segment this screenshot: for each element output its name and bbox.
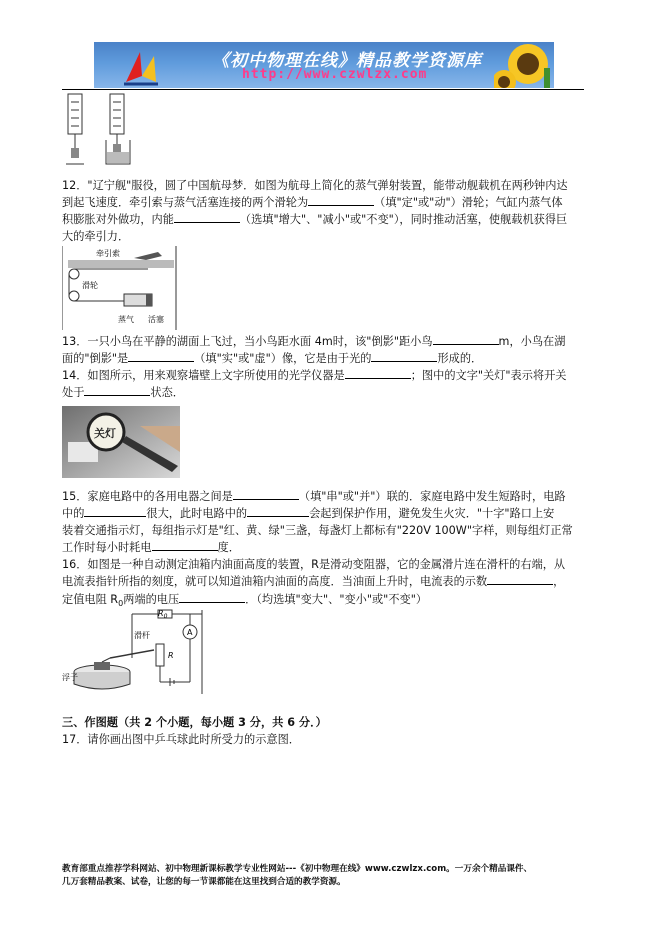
footer-line1: 教育部重点推荐学科网站、初中物理新课标教学专业性网站---《初中物理在线》www.czwlzx.com。一万余个精品课件、 <box>62 864 533 874</box>
answer-blank[interactable] <box>128 350 194 362</box>
q13-text: m，小鸟在湖 <box>498 335 566 348</box>
magnifier-photo <box>62 406 180 478</box>
answer-blank[interactable] <box>179 591 245 603</box>
label-pulley: 滑轮 <box>82 281 98 290</box>
answer-blank[interactable] <box>371 350 437 362</box>
header-banner <box>94 42 554 88</box>
q16-text: 电流表指针所指的刻度，就可以知道油箱内油面的高度．当油面上升时，电流表的示数 <box>62 575 488 588</box>
footer-line2: 几万套精品教案、试卷，让您的每一节课都能在这里找到合适的教学资源。 <box>62 877 346 887</box>
q12-line3 <box>62 211 584 228</box>
spring-scale-figure <box>62 92 142 168</box>
q13-text: 面的"倒影"是 <box>62 352 129 365</box>
q15-text: 工作时每小时耗电 <box>62 541 152 554</box>
label-lights-off: 关灯 <box>94 427 116 440</box>
q12-text: （填"定"或"动"）滑轮；气缸内蒸气体 <box>374 196 563 209</box>
section-title: 三、作图题（共 2 个小题，每小题 3 分，共 6 分．） <box>62 716 327 729</box>
answer-blank[interactable] <box>84 505 146 517</box>
ammeter-label: A <box>187 628 193 637</box>
q17-line1: 17．请你画出图中乒乓球此时所受力的示意图． <box>62 733 300 746</box>
q15-text: 15．家庭电路中的各用电器之间是 <box>62 490 233 503</box>
label-r0: $R_0$ <box>158 609 168 620</box>
steam-catapult-figure <box>62 246 180 330</box>
q14-text: 14．如图所示，用来观察墙壁上文字所使用的光学仪器是 <box>62 369 345 382</box>
q14-text: 状态． <box>150 386 184 399</box>
q16-subscript: 0 <box>118 599 124 609</box>
answer-blank[interactable] <box>247 505 309 517</box>
answer-blank[interactable] <box>345 367 411 379</box>
answer-blank[interactable] <box>152 539 218 551</box>
label-piston: 活塞 <box>148 315 164 324</box>
q15-line4 <box>62 539 584 556</box>
q13-text: 形成的． <box>437 352 483 365</box>
q16-line2 <box>62 573 584 590</box>
q12-text: 到起飞速度．牵引索与蒸气活塞连接的两个滑轮为 <box>62 196 309 209</box>
q12-text: （选填"增大"、"减小"或"不变"），同时推动活塞，使舰载机获得巨 <box>239 213 568 226</box>
q15-line1 <box>62 488 584 505</box>
answer-blank[interactable] <box>308 194 374 206</box>
q12-line2 <box>62 194 584 211</box>
label-r: R <box>168 651 174 660</box>
banner-title: 《初中物理在线》精品教学资源库 <box>212 51 482 71</box>
label-rope: 牵引索 <box>96 249 120 258</box>
q15-text: 中的 <box>62 507 85 520</box>
answer-blank[interactable] <box>233 488 299 500</box>
q15-line3: 装着交通指示灯，每组指示灯是"红、黄、绿"三盏，每盏灯上都标有"220V 100W"字样，则每组灯正常 <box>62 524 573 537</box>
q16-text: ．（均选填"变大"、"变小"或"不变"） <box>245 593 428 606</box>
q12-text: 积膨胀对外做功，内能 <box>62 213 174 226</box>
q13-text: 13．一只小鸟在平静的湖面上飞过，当小鸟距水面 4m时，该"倒影"距小鸟 <box>62 335 433 348</box>
q15-text: 很大，此时电路中的 <box>146 507 248 520</box>
q14-text: ；图中的文字"关灯"表示将开关 <box>410 369 567 382</box>
q12-line1: 12．"辽宁舰"服役，圆了中国航母梦．如图为航母上简化的蒸气弹射装置，能带动舰载机在两秒钟内达 <box>62 179 568 192</box>
q13-line1 <box>62 333 584 350</box>
answer-blank[interactable] <box>84 384 150 396</box>
q15-text: 度． <box>217 541 240 554</box>
label-r0-subscript: 0 <box>163 613 168 620</box>
answer-blank[interactable] <box>174 211 240 223</box>
answer-blank[interactable] <box>487 573 553 585</box>
q15-text: 会起到保护作用，避免发生火灾．"十字"路口上安 <box>309 507 555 520</box>
answer-blank[interactable] <box>433 333 499 345</box>
q12-line4: 大的牵引力． <box>62 230 130 243</box>
q13-line2 <box>62 350 584 367</box>
q14-line1 <box>62 367 584 384</box>
oil-gauge-figure <box>62 608 212 696</box>
logo-icon <box>120 46 162 86</box>
q14-line2 <box>62 384 584 401</box>
sunflower-icon <box>494 42 554 88</box>
q16-text: 两端的电压 <box>123 593 180 606</box>
q15-line2 <box>62 505 584 522</box>
q15-text: （填"串"或"并"）联的．家庭电路中发生短路时，电路 <box>298 490 566 503</box>
label-rod: 滑杆 <box>134 631 150 640</box>
q16-text: 定值电阻 R <box>62 593 119 606</box>
banner-url: http://www.czwlzx.com <box>242 67 428 82</box>
q16-text: ， <box>553 575 565 588</box>
header-rule <box>62 89 584 90</box>
q14-text: 处于 <box>62 386 85 399</box>
q13-text: （填"实"或"虚"）像，它是由于光的 <box>194 352 372 365</box>
q16-line1: 16．如图是一种自动测定油箱内油面高度的装置，R是滑动变阻器，它的金属滑片连在滑杆的右端，从 <box>62 558 566 571</box>
label-steam: 蒸气 <box>118 315 134 324</box>
label-float: 浮子 <box>62 673 78 682</box>
